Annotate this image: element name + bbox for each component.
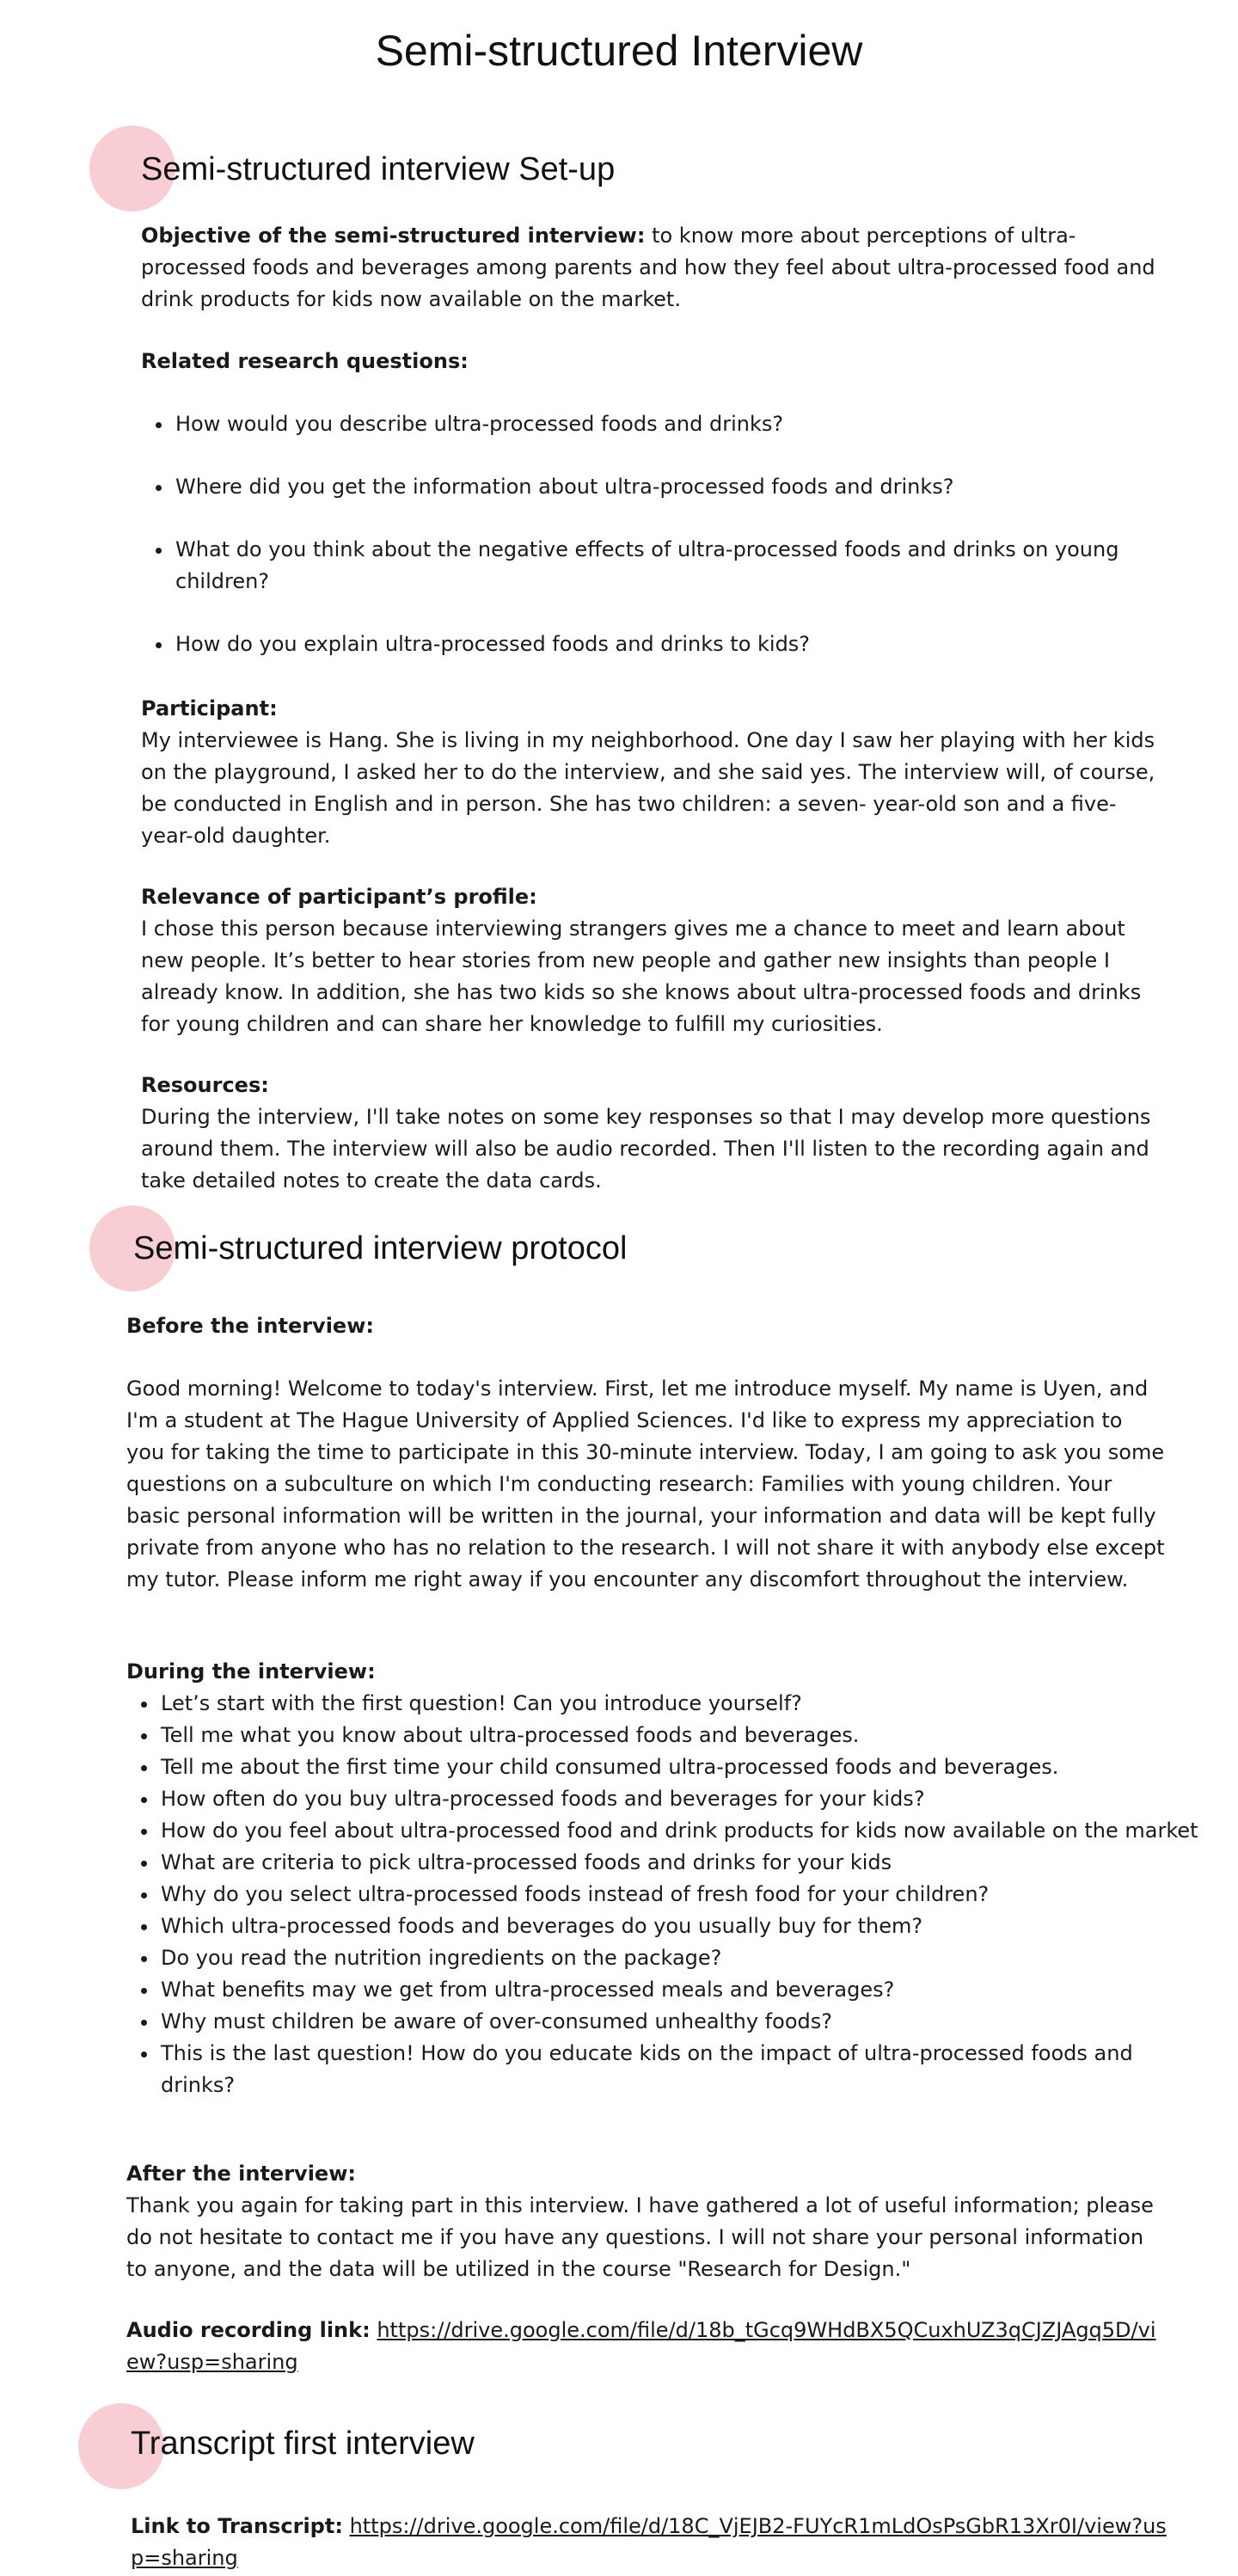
participant-label: Participant: — [141, 696, 278, 721]
transcript-link-label: Link to Transcript: — [131, 2514, 343, 2538]
relevance-label: Relevance of participant’s profile: — [141, 885, 537, 909]
research-question-item: • What do you think about the negative effects of ultra-processed foods and drinks on young children? — [174, 534, 1188, 598]
interview-question-item: • Tell me what you know about ultra-processed foods and beverages. — [159, 1720, 1199, 1751]
objective-label: Objective of the semi-structured interview: — [141, 224, 646, 248]
research-questions-label: Related research questions: — [141, 349, 469, 373]
participant-section — [141, 693, 1155, 852]
interview-question-item: • This is the last question! How do you educate kids on the impact of ultra-processed foods and drinks? — [159, 2038, 1199, 2101]
after-interview-label: After the interview: — [126, 2162, 356, 2186]
interview-question-item: • Which ultra-processed foods and beverages do you usually buy for them? — [159, 1911, 1199, 1942]
interview-question-item: • Tell me about the first time your child consumed ultra-processed foods and beverages. — [159, 1751, 1199, 1783]
research-question-item: • How do you explain ultra-processed foods and drinks to kids? — [174, 629, 1188, 660]
section-heading-transcript: Transcript first interview — [131, 2426, 475, 2462]
transcript-link-paragraph — [131, 2511, 1167, 2574]
after-interview-text: Thank you again for taking part in this interview. I have gathered a lot of useful information; please do not hesitate to contact me if you have any questions. I will not share your personal information to anyone, and the data will be utilized in the course "Research for Design." — [126, 2193, 1154, 2281]
research-question-item: • Where did you get the information about ultra-processed foods and drinks? — [174, 471, 1188, 503]
audio-recording-link[interactable]: https://drive.google.com/file/d/18b_tGcq9WHdBX5QCuxhUZ3qCJZJAgq5D/view?usp=sharing — [126, 2318, 1156, 2374]
interview-question-item: • Let’s start with the first question! Can you introduce yourself? — [159, 1688, 1199, 1720]
resources-label: Resources: — [141, 1073, 269, 1097]
during-interview-list — [126, 1688, 1199, 2101]
research-question-item: • How would you describe ultra-processed foods and drinks? — [174, 408, 1188, 440]
interview-question-item: • How often do you buy ultra-processed foods and beverages for your kids? — [159, 1783, 1199, 1815]
section-heading-setup: Semi-structured interview Set-up — [141, 151, 616, 187]
objective-text: to know more about perceptions of ultra- processed foods and beverages among parents and how they feel about ultra-processed food and drink products for kids now available on the market. — [141, 224, 1155, 311]
objective-paragraph — [141, 220, 1155, 316]
participant-text: My interviewee is Hang. She is living in my neighborhood. One day I saw her playing with her kids on the playground, I asked her to do the interview, and she said yes. The interview will, of course, be conducted in English and in person. She has two children: a seven- year-old son and a five-year-old daughter. — [141, 728, 1155, 848]
audio-recording-paragraph — [126, 2315, 1167, 2378]
during-interview-label: During the interview: — [126, 1659, 376, 1684]
research-questions-list — [141, 408, 1188, 660]
after-interview-section — [126, 2158, 1167, 2285]
before-interview-text: Good morning! Welcome to today's interview. First, let me introduce myself. My name is Uyen, and I'm a student at The Hague University of Applied Sciences. I'd like to express my appreciation to you for taking the time to participate in this 30-minute interview. Today, I am going to ask you some questions on a subculture on which I'm conducting research: Families with young children. Your basic personal information will be written in the journal, your information and data will be kept fully private from anyone who has no relation to the research. I will not share it with anybody else except my tutor. Please inform me right away if you encounter any discomfort throughout the interview. — [126, 1377, 1165, 1592]
interview-question-item: • Why must children be aware of over-consumed unhealthy foods? — [159, 2006, 1199, 2038]
interview-question-item: • How do you feel about ultra-processed food and drink products for kids now available on the market — [159, 1815, 1199, 1847]
relevance-text: I chose this person because interviewing strangers gives me a chance to meet and learn about new people. It’s better to hear stories from new people and gather new insights than people I already know. In addition, she has two kids so she knows about ultra-processed foods and drinks for young children and can share her knowledge to fulfill my curiosities. — [141, 917, 1142, 1036]
section-heading-protocol: Semi-structured interview protocol — [133, 1230, 628, 1267]
resources-section — [141, 1070, 1155, 1197]
relevance-section — [141, 881, 1155, 1040]
audio-recording-label: Audio recording link: — [126, 2318, 371, 2342]
interview-question-item: • What benefits may we get from ultra-processed meals and beverages? — [159, 1974, 1199, 2006]
interview-question-item: • What are criteria to pick ultra-processed foods and drinks for your kids — [159, 1847, 1199, 1879]
transcript-link[interactable]: https://drive.google.com/file/d/18C_VjEJB2-FUYcR1mLdOsPsGbR13Xr0I/view?usp=sharing — [131, 2514, 1167, 2570]
before-interview-label: Before the interview: — [126, 1314, 374, 1338]
resources-text: During the interview, I'll take notes on some key responses so that I may develop more questions around them. The interview will also be audio recorded. Then I'll listen to the recording again and take detailed notes to create the data cards. — [141, 1105, 1151, 1193]
interview-question-item: • Why do you select ultra-processed foods instead of fresh food for your children? — [159, 1879, 1199, 1911]
page-title: Semi-structured Interview — [375, 27, 863, 75]
interview-question-item: • Do you read the nutrition ingredients on the package? — [159, 1942, 1199, 1974]
